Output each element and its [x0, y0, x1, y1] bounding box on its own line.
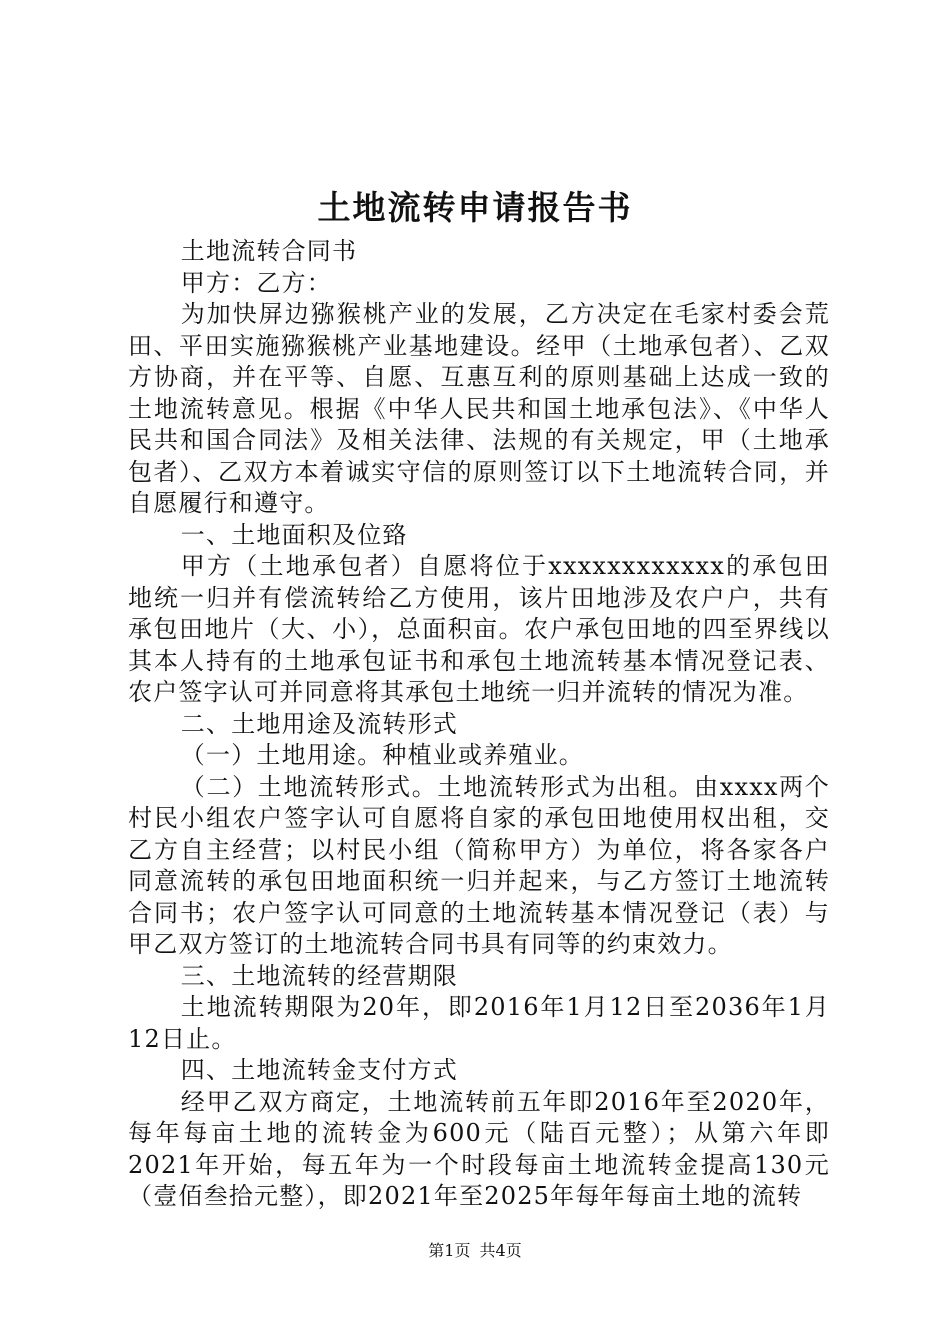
document-body — [128, 236, 830, 1213]
paragraph: 甲方（土地承包者）自愿将位于xxxxxxxxxxxx的承包田地统一归并有偿流转给乙方使用，该片田地涉及农户户，共有承包田地片（大、小），总面积亩。农户承包田地的四至界线以其本人持有的土地承包证书和承包土地流转基本情况登记表、农户签字认可并同意将其承包土地统一归并流转的情况为准。 — [128, 552, 830, 706]
page-number: 第1页 — [428, 1241, 471, 1260]
paragraph: （一）土地用途。种植业或养殖业。 — [180, 741, 584, 769]
paragraph: （二）土地流转形式。土地流转形式为出租。由xxxx两个村民小组农户签字认可自愿将自家的承包田地使用权出租，交乙方自主经营；以村民小组（简称甲方）为单位，将各家各户同意流转的承包田地面积统一归并起来，与乙方签订土地流转合同书；农户签字认可同意的土地流转基本情况登记（表）与甲乙双方签订的土地流转合同书具有同等的约束效力。 — [128, 772, 830, 958]
paragraph: 甲方：乙方： — [180, 268, 332, 297]
paragraph: 土地流转合同书 — [180, 237, 358, 265]
paragraph: 土地流转期限为20年，即2016年1月12日至2036年1月12日止。 — [128, 993, 830, 1053]
section-heading: 四、土地流转金支付方式 — [180, 1056, 458, 1084]
section-heading: 一、土地面积及位臵 — [180, 520, 408, 549]
document-title: 土地流转申请报告书 — [317, 188, 633, 227]
page-total: 共4页 — [479, 1241, 522, 1260]
section-heading: 三、土地流转的经营期限 — [180, 961, 458, 990]
paragraph: 经甲乙双方商定，土地流转前五年即2016年至2020年，每年每亩土地的流转金为600元（陆百元整）；从第六年即2021年开始，每五年为一个时段每亩土地流转金提高130元（壹佰叁拾元整），即2021年至2025年每年每亩土地的流转 — [128, 1087, 830, 1210]
page-footer — [0, 1240, 950, 1262]
paragraph: 为加快屏边猕猴桃产业的发展，乙方决定在毛家村委会荒田、平田实施猕猴桃产业基地建设。经甲（土地承包者）、乙双方协商，并在平等、自愿、互惠互利的原则基础上达成一致的土地流转意见。根据《中华人民共和国土地承包法》、《中华人民共和国合同法》及相关法律、法规的有关规定，甲（土地承包者）、乙双方本着诚实守信的原则签订以下土地流转合同，并自愿履行和遵守。 — [128, 300, 830, 517]
section-heading: 二、土地用途及流转形式 — [180, 709, 458, 738]
